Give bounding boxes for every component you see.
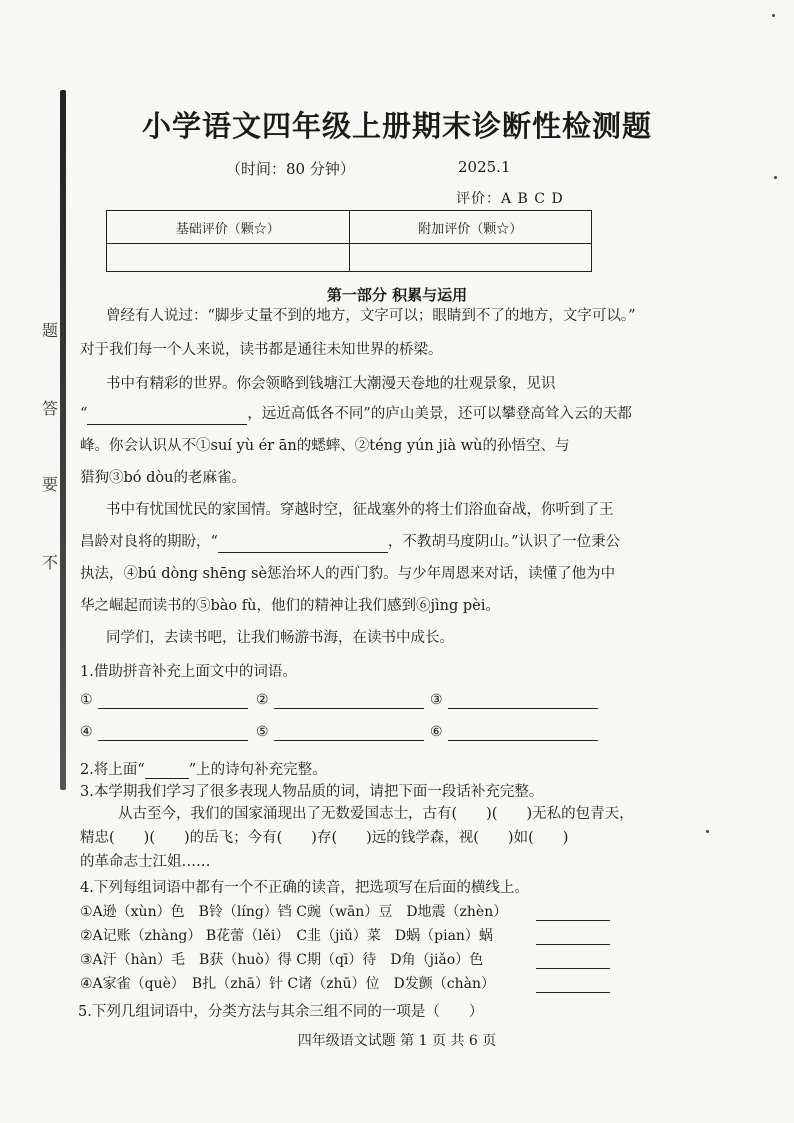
q4-row-3: ③A汗（hàn）毛 B获（huò）得 C期（qī）待 D角（jiǎo）色: [80, 952, 484, 968]
passage-line: 书中有精彩的世界。你会领略到钱塘江大潮漫天卷地的壮观景象，见识: [106, 376, 556, 392]
side-label-2: 答: [41, 399, 58, 418]
answer-blank-4[interactable]: [98, 724, 248, 741]
q3-line-1[interactable]: 从古至今，我们的国家涌现出了无数爱国志士，古有( )( )无私的包青天，: [118, 806, 634, 822]
passage-line: 执法，④bú dòng shēng sè惩治坏人的西门豹。与少年周恩来对话，读懂了他为中: [80, 566, 616, 582]
scan-speck: [772, 14, 775, 17]
answer-blank-3[interactable]: [448, 692, 598, 709]
answer-label-1: ①: [80, 692, 93, 708]
side-label-1: 题: [41, 321, 58, 340]
passage-line: 对于我们每一个人来说，读书都是通往未知世界的桥梁。: [80, 342, 443, 358]
time-limit: （时间：80 分钟）: [226, 160, 355, 178]
passage-line: [80, 404, 632, 425]
inline-blank: [145, 762, 189, 779]
score-table: [106, 210, 592, 272]
score-col-extra: 附加评价（颗☆）: [349, 211, 592, 244]
grading-scale: 评价：A B C D: [456, 191, 564, 207]
answer-label-4: ④: [80, 724, 93, 740]
scan-speck: [774, 176, 777, 179]
q3-line-3: 的革命志士江姐……: [80, 854, 211, 870]
question-3: 3.本学期我们学习了很多表现人物品质的词，请把下面一段话补充完整。: [80, 784, 544, 800]
q3-line-2[interactable]: 精忠( )( )的岳飞；今有( )存( )远的钱学森，视( )如( ): [80, 830, 569, 846]
answer-blank-5[interactable]: [274, 724, 424, 741]
answer-label-2: ②: [256, 692, 269, 708]
q4-answer-4[interactable]: [536, 976, 610, 993]
question-4: 4.下列每组词语中都有一个不正确的读音，把选项写在后面的横线上。: [80, 880, 529, 896]
question-text: 2.将上面“: [80, 762, 145, 778]
exam-date: 2025.1: [458, 158, 511, 176]
passage-line: 峰。你会认识从不①suí yù ér ān的蟋蟀、②téng yún jià wù的孙悟空、与: [80, 438, 570, 454]
score-cell-basic[interactable]: [107, 244, 350, 272]
score-col-basic: 基础评价（颗☆）: [107, 211, 350, 244]
section-title: 第一部分 积累与运用: [326, 286, 468, 304]
answer-blank-6[interactable]: [448, 724, 598, 741]
page-title: 小学语文四年级上册期末诊断性检测题: [141, 109, 652, 143]
side-label-3: 要: [41, 475, 58, 494]
question-text: ”上的诗句补充完整。: [188, 762, 327, 778]
quote-open: “: [80, 406, 88, 422]
answer-label-3: ③: [430, 692, 443, 708]
answer-label-5: ⑤: [256, 724, 269, 740]
passage-text: 昌龄对良将的期盼，“: [80, 534, 218, 550]
q4-row-1: ①A逊（xùn）色 B铃（líng）铛 C豌（wān）豆 D地震（zhèn）: [80, 904, 508, 920]
answer-label-6: ⑥: [430, 724, 443, 740]
passage-text: ，远近高低各不同”的庐山美景，还可以攀登高耸入云的天都: [247, 406, 632, 422]
passage-line: 猎狗③bó dòu的老麻雀。: [80, 470, 246, 486]
question-1: 1.借助拼音补充上面文中的词语。: [80, 664, 297, 680]
passage-line: [80, 532, 620, 553]
answer-blank-1[interactable]: [98, 692, 248, 709]
passage-line: 书中有忧国忧民的家国情。穿越时空，征战塞外的将士们浴血奋战，你听到了王: [106, 502, 614, 518]
q4-row-4: ④A家雀（què） B扎（zhā）针 C诸（zhū）位 D发颤（chàn）: [80, 976, 495, 992]
passage-line: 华之崛起而读书的⑤bào fù，他们的精神让我们感到⑥jìng pèi。: [80, 598, 500, 614]
q4-answer-1[interactable]: [536, 904, 610, 921]
scan-speck: [706, 830, 709, 833]
q4-row-2: ②A记账（zhàng） B花蕾（lěi） C韭（jiǔ）菜 D蜗（pian）蜗: [80, 928, 493, 944]
question-5: 5.下列几组词语中，分类方法与其余三组不同的一项是（ ）: [78, 1004, 484, 1020]
score-cell-extra[interactable]: [349, 244, 592, 272]
page-footer: 四年级语文试题 第 1 页 共 6 页: [297, 1033, 497, 1049]
passage-line: 曾经有人说过：“脚步丈量不到的地方，文字可以；眼睛到不了的地方，文字可以。”: [106, 308, 636, 324]
q4-answer-2[interactable]: [536, 928, 610, 945]
poem-blank-2[interactable]: [218, 532, 388, 553]
poem-blank-1[interactable]: [87, 404, 247, 425]
answer-blank-2[interactable]: [274, 692, 424, 709]
q4-answer-3[interactable]: [536, 952, 610, 969]
passage-text: ，不教胡马度阴山。”认识了一位秉公: [387, 534, 621, 550]
binding-edge: [60, 90, 66, 790]
question-2: [80, 758, 327, 779]
passage-line: 同学们，去读书吧，让我们畅游书海，在读书中成长。: [106, 630, 454, 646]
side-label-4: 不: [41, 553, 58, 572]
